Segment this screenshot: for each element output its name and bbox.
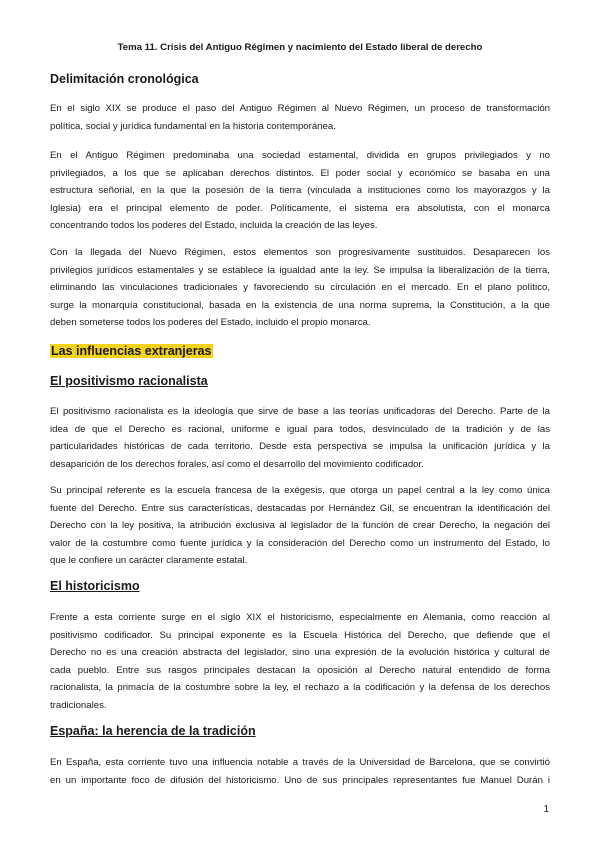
- text-line: Derecho con la ley positiva, la atribución exclusiva al legislador de la función de crear Derecho, la negación del: [50, 520, 550, 531]
- text-line: surge la monarquía constitucional, basada en la existencia de una norma suprema, la Constitución, a la que: [50, 299, 550, 311]
- heading-positivismo-racionalista: El positivismo racionalista: [50, 374, 208, 388]
- text-line: eliminando las vinculaciones tradicionales y favoreciendo su circulación en el mercado. En el plano político,: [50, 282, 550, 293]
- document-title: Tema 11. Crisis del Antiguo Régimen y nacimiento del Estado liberal de derecho: [117, 42, 483, 53]
- text-line: Derecho no es una creación abstracta del legislador, sino una expresión de la evolución histórica y cultural de: [50, 647, 550, 658]
- paragraph-positivismo-1: [50, 403, 550, 473]
- text-line: privilegiados, a los que se aplicaban derechos distintos. El poder social y económico se basaba en una: [50, 167, 550, 179]
- text-line: Con la llegada del Nuevo Régimen, estos elementos son progresivamente sustituidos. Desaparecen los: [50, 247, 550, 258]
- text-line: en un importante foco de difusión del historicismo. Uno de sus principales representantes fue Manuel Durán i: [50, 774, 550, 786]
- text-line: cada pueblo. Entre sus rasgos principales destacan la oposición al Derecho natural entendido de forma: [50, 664, 550, 676]
- text-line: desaparición de los derechos forales, así como el desarrollo del movimiento codificador.: [50, 458, 424, 470]
- page-number: 1: [543, 804, 549, 815]
- text-line: Frente a esta corriente surge en el siglo XIX el historicismo, especialmente en Alemania, como reacción al: [50, 612, 550, 623]
- highlighted-heading-text: Las influencias extranjeras: [51, 344, 212, 358]
- text-line: deben someterse todos los poderes del Estado, incluido el propio monarca.: [50, 317, 371, 328]
- paragraph-delimitacion-1: [50, 100, 550, 135]
- heading-historicismo: El historicismo: [50, 579, 140, 593]
- text-line: fuente del Derecho. Entre sus características, destacadas por Hernández Gil, se encuentran la identificación del: [50, 502, 550, 514]
- text-line: que le confiere un carácter claramente estatal.: [50, 555, 248, 566]
- heading-espana-herencia-tradicion: España: la herencia de la tradición: [50, 724, 256, 738]
- paragraph-delimitacion-2: [50, 147, 550, 235]
- text-line: estructura señorial, en la que la posesión de la tierra (vinculada a instituciones como los mayorazgos y la: [50, 185, 550, 196]
- text-line: El positivismo racionalista es la ideología que sirve de base a las teorías unificadoras del Derecho. Parte de la: [50, 406, 550, 417]
- paragraph-positivismo-2: [50, 482, 550, 570]
- paragraph-espana-1: [50, 754, 550, 789]
- text-line: positivismo codificador. Su principal exponente es la Escuela Histórica del Derecho, que defiende que el: [50, 629, 550, 641]
- heading-delimitacion-cronologica: Delimitación cronológica: [50, 72, 199, 86]
- heading-influencias-extranjeras: [50, 344, 213, 358]
- text-line: tradicionales.: [50, 699, 107, 711]
- text-line: racionalista, la primacía de la costumbre sobre la ley, el rechazo a la codificación y la defensa de los derechos: [50, 682, 550, 693]
- text-line: En el Antiguo Régimen predominaba una sociedad estamental, dividida en grupos privilegiados y no: [50, 150, 550, 161]
- text-line: valor de la costumbre como fuente jurídica y la consideración del Derecho como un instrumento del Estado, lo: [50, 537, 550, 549]
- text-line: idea de que el Derecho es racional, uniforme e igual para todos, desvinculado de la tradición y de las: [50, 423, 550, 435]
- text-line: política, social y jurídica fundamental en la historia contemporánea.: [50, 120, 336, 132]
- paragraph-historicismo-1: [50, 609, 550, 714]
- text-line: concentrando todos los poderes del Estado, incluida la creación de las leyes.: [50, 220, 378, 231]
- text-line: En España, esta corriente tuvo una influencia notable a través de la Universidad de Barcelona, que se convirtió: [50, 757, 550, 768]
- text-line: Su principal referente es la escuela francesa de la exégesis, que otorga un papel central a la ley como única: [50, 485, 550, 496]
- text-line: Iglesia) era el principal elemento de poder. Políticamente, el sistema era absolutista, con el monarca: [50, 202, 550, 214]
- paragraph-delimitacion-3: [50, 244, 550, 332]
- text-line: particularidades históricas de cada territorio. Desde esta perspectiva se impulsa la unificación jurídica y la: [50, 441, 550, 452]
- text-line: En el siglo XIX se produce el paso del Antiguo Régimen al Nuevo Régimen, un proceso de transformación: [50, 103, 550, 114]
- text-line: privilegios jurídicos estamentales y se establece la igualdad ante la ley. Se impulsa la liberalización de la tierra,: [50, 264, 550, 276]
